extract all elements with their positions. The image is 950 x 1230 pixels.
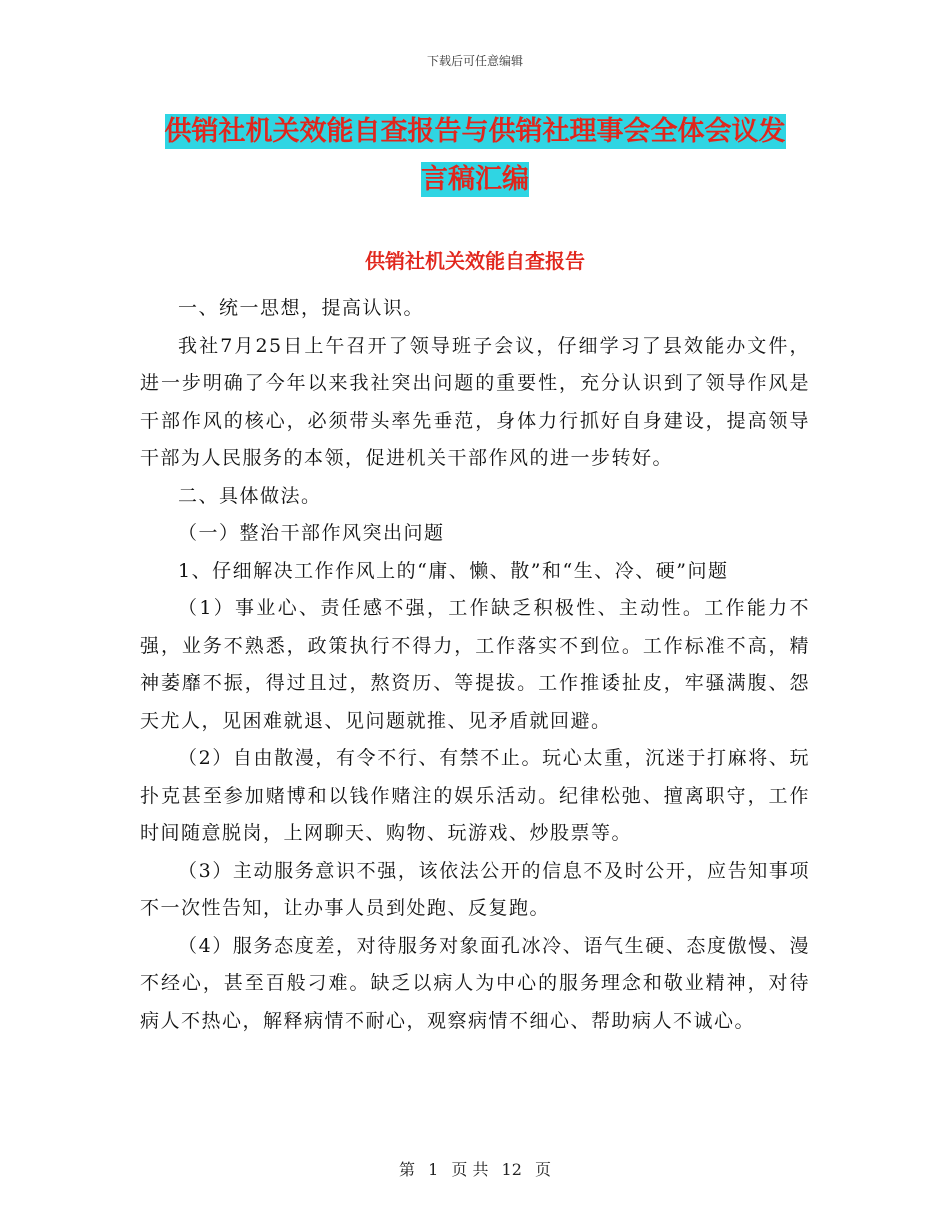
footer-prefix: 第	[398, 1160, 415, 1179]
paragraph: （4）服务态度差，对待服务对象面孔冰冷、语气生硬、态度傲慢、漫不经心，甚至百般刁难。缺乏以病人为中心的服务理念和敬业精神，对待病人不热心，解释病情不耐心，观察病情不细心、帮助病人不诚心。	[140, 934, 810, 1032]
paragraph: （1）事业心、责任感不强，工作缺乏积极性、主动性。工作能力不强，业务不熟悉，政策执行不得力，工作落实不到位。工作标准不高，精神萎靡不振，得过且过，熬资历、等提拔。工作推诿扯皮，牢骚满腹、怨天尤人，见困难就退、见问题就推、见矛盾就回避。	[140, 597, 810, 732]
paragraph: （2）自由散漫，有令不行、有禁不止。玩心太重，沉迷于打麻将、玩扑克甚至参加赌博和以钱作赌注的娱乐活动。纪律松弛、擅离职守，工作时间随意脱岗，上网聊天、购物、玩游戏、炒股票等。	[140, 747, 810, 844]
paragraph: 二、具体做法。	[178, 484, 322, 507]
paragraph: 我社7月25日上午召开了领导班子会议，仔细学习了县效能办文件，进一步明确了今年以来我社突出问题的重要性，充分认识到了领导作风是干部作风的核心，必须带头率先垂范，身体力行抓好自身建设，提高领导干部为人民服务的本领，促进机关干部作风的进一步转好。	[140, 334, 810, 469]
paragraph: （3）主动服务意识不强，该依法公开的信息不及时公开，应告知事项不一次性告知，让办事人员到处跑、反复跑。	[140, 859, 810, 919]
page-total: 12	[501, 1160, 522, 1179]
footer-middle: 页 共	[451, 1160, 489, 1179]
paragraph: 1、仔细解决工作作风上的“庸、懒、散”和“生、冷、硬”问题	[178, 559, 729, 582]
document-title-line1: 供销社机关效能自查报告与供销社理事会全体会议发	[164, 116, 786, 147]
document-title-line2: 言稿汇编	[421, 164, 529, 195]
paragraph: （一）整治干部作风突出问题	[178, 522, 445, 544]
page-number: 1	[428, 1160, 439, 1179]
footer-suffix: 页	[535, 1160, 552, 1179]
page-footer	[0, 1157, 950, 1180]
section-title: 供销社机关效能自查报告	[365, 249, 585, 273]
document-title	[140, 108, 810, 204]
body-text	[140, 290, 810, 1040]
page-header: 下载后可任意编辑	[426, 54, 523, 68]
paragraph: 一、统一思想，提高认识。	[178, 297, 425, 319]
